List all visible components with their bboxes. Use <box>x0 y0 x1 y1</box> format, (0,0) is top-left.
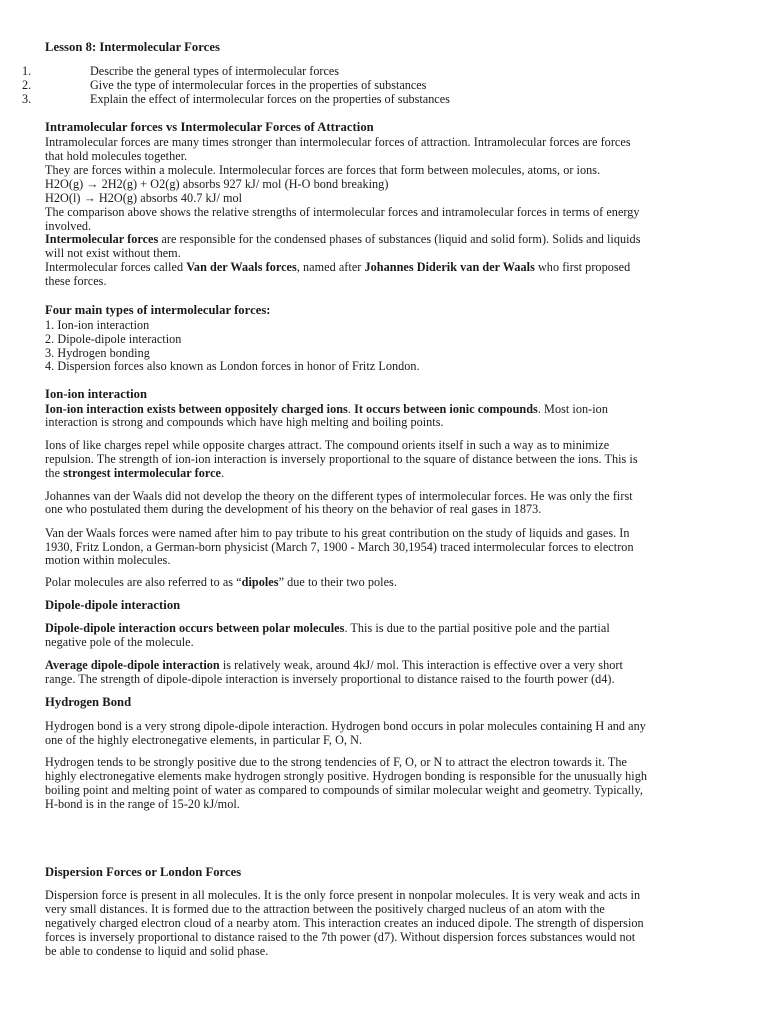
text-line: range. The strength of dipole-dipole interaction is inversely proportional to distance raised to the fourth power (d4). <box>45 672 615 686</box>
types-heading: Four main types of intermolecular forces: <box>45 303 271 317</box>
bold-term: strongest intermolecular force <box>63 466 222 480</box>
list-item: 3. Hydrogen bonding <box>45 346 150 360</box>
text-span: . This is due to the partial positive pole and the partial <box>344 621 610 635</box>
text-span: Polar molecules are also referred to as “ <box>45 575 242 589</box>
bold-term: dipoles <box>241 575 279 589</box>
text-span: is relatively weak, around 4kJ/ mol. This interaction is effective over a very short <box>219 658 623 672</box>
text-span: are responsible for the condensed phases of substances (liquid and solid form). Solids and liquids <box>158 232 641 246</box>
text-line: involved. <box>45 219 92 233</box>
objective-text: Explain the effect of intermolecular forces on the properties of substances <box>90 92 450 106</box>
text-line: Hydrogen tends to be strongly positive due to the strong tendencies of F, O, or N to attract the electron towards it. The <box>45 755 627 769</box>
text-span: Intermolecular forces called <box>45 260 187 274</box>
text-line: Van der Waals forces were named after him to pay tribute to his great contribution on the study of liquids and gases. In <box>45 526 630 540</box>
text-line <box>45 466 224 480</box>
bold-term: Intermolecular forces <box>45 232 159 246</box>
text-span: the <box>45 466 64 480</box>
bold-term: Average dipole-dipole interaction <box>45 658 220 672</box>
list-item: 2. Dipole-dipole interaction <box>45 332 182 346</box>
text-span: . <box>347 402 355 416</box>
text-line <box>45 621 610 635</box>
text-line <box>45 575 397 589</box>
text-line <box>45 260 630 274</box>
text-line <box>45 232 641 246</box>
hbond-heading: Hydrogen Bond <box>45 695 132 709</box>
text-span: , named after <box>296 260 365 274</box>
text-line: one who postulated them during the development of his theory on the behavior of real gases in 1873. <box>45 502 542 516</box>
equation-line: H2O(l) → H2O(g) absorbs 40.7 kJ/ mol <box>45 191 243 205</box>
text-line: H-bond is in the range of 15-20 kJ/mol. <box>45 797 240 811</box>
dispersion-heading: Dispersion Forces or London Forces <box>45 865 242 879</box>
text-line: 1930, Fritz London, a German-born physicist (March 7, 1900 - March 30,1954) traced intermolecular forces to electron <box>45 540 634 554</box>
text-line: Johannes van der Waals did not develop the theory on the different types of intermolecular forces. He was only the first <box>45 489 633 503</box>
objective-number: 2. <box>22 78 32 92</box>
text-line: repulsion. The strength of ion-ion interaction is inversely proportional to the square of distance between the ions. This is <box>45 452 638 466</box>
text-line: that hold molecules together. <box>45 149 188 163</box>
text-line: The comparison above shows the relative strengths of intermolecular forces and intramolecular forces in terms of energy <box>45 205 640 219</box>
text-line <box>45 658 623 672</box>
text-line <box>45 402 608 416</box>
text-span: . <box>221 466 225 480</box>
bold-term: Van der Waals forces <box>186 260 297 274</box>
bold-term: It occurs between ionic compounds <box>354 402 538 416</box>
text-line: They are forces within a molecule. Intermolecular forces are forces that form between molecules, atoms, or ions. <box>45 163 601 177</box>
text-span: . Most ion-ion <box>537 402 608 416</box>
objective-number: 3. <box>22 92 32 106</box>
text-line: boiling point and melting point of water as compared to compounds of similar molecular weight and geometry. Typically, <box>45 783 643 797</box>
text-line: negatively charged electron cloud of a nearby atom. This interaction creates an induced dipole. The strength of dispersion <box>45 916 644 930</box>
text-line: very small distances. It is formed due to the attraction between the positively charged nucleus of an atom with the <box>45 902 605 916</box>
objective-number: 1. <box>22 64 32 78</box>
text-line: these forces. <box>45 274 107 288</box>
bold-term: Dipole-dipole interaction occurs between polar molecules <box>45 621 345 635</box>
text-line: motion within molecules. <box>45 553 171 567</box>
lesson-title: Lesson 8: Intermolecular Forces <box>45 40 220 54</box>
text-line: Ions of like charges repel while opposite charges attract. The compound orients itself in such a way as to minimize <box>45 438 610 452</box>
list-item: 4. Dispersion forces also known as London forces in honor of Fritz London. <box>45 359 420 373</box>
intra-heading: Intramolecular forces vs Intermolecular Forces of Attraction <box>45 120 374 134</box>
text-line: negative pole of the molecule. <box>45 635 194 649</box>
text-line: forces is inversely proportional to distance raised to the 7th power (d7). Without dispersion forces substances would not <box>45 930 636 944</box>
text-span: who first proposed <box>534 260 631 274</box>
text-line: be able to condense to liquid and solid phase. <box>45 944 269 958</box>
list-item: 1. Ion-ion interaction <box>45 318 150 332</box>
bold-term: Johannes Diderik van der Waals <box>364 260 535 274</box>
text-line: interaction is strong and compounds which have high melting and boiling points. <box>45 415 444 429</box>
ion-heading: Ion-ion interaction <box>45 387 148 401</box>
objective-text: Give the type of intermolecular forces in the properties of substances <box>90 78 427 92</box>
text-line: one of the highly electronegative elements, in particular F, O, N. <box>45 733 363 747</box>
text-span: ” due to their two poles. <box>278 575 397 589</box>
text-line: Hydrogen bond is a very strong dipole-dipole interaction. Hydrogen bond occurs in polar molecules containing H and any <box>45 719 646 733</box>
text-line: will not exist without them. <box>45 246 181 260</box>
equation-line: H2O(g) → 2H2(g) + O2(g) absorbs 927 kJ/ mol (H-O bond breaking) <box>45 177 389 191</box>
text-line: highly electronegative elements make hydrogen strongly positive. Hydrogen bonding is responsible for the unusually high <box>45 769 647 783</box>
dipole-heading: Dipole-dipole interaction <box>45 598 181 612</box>
objective-text: Describe the general types of intermolecular forces <box>90 64 340 78</box>
bold-term: Ion-ion interaction exists between oppositely charged ions <box>45 402 348 416</box>
text-line: Intramolecular forces are many times stronger than intermolecular forces of attraction. Intramolecular forces are forces <box>45 135 631 149</box>
text-line: Dispersion force is present in all molecules. It is the only force present in nonpolar molecules. It is very weak and acts in <box>45 888 641 902</box>
